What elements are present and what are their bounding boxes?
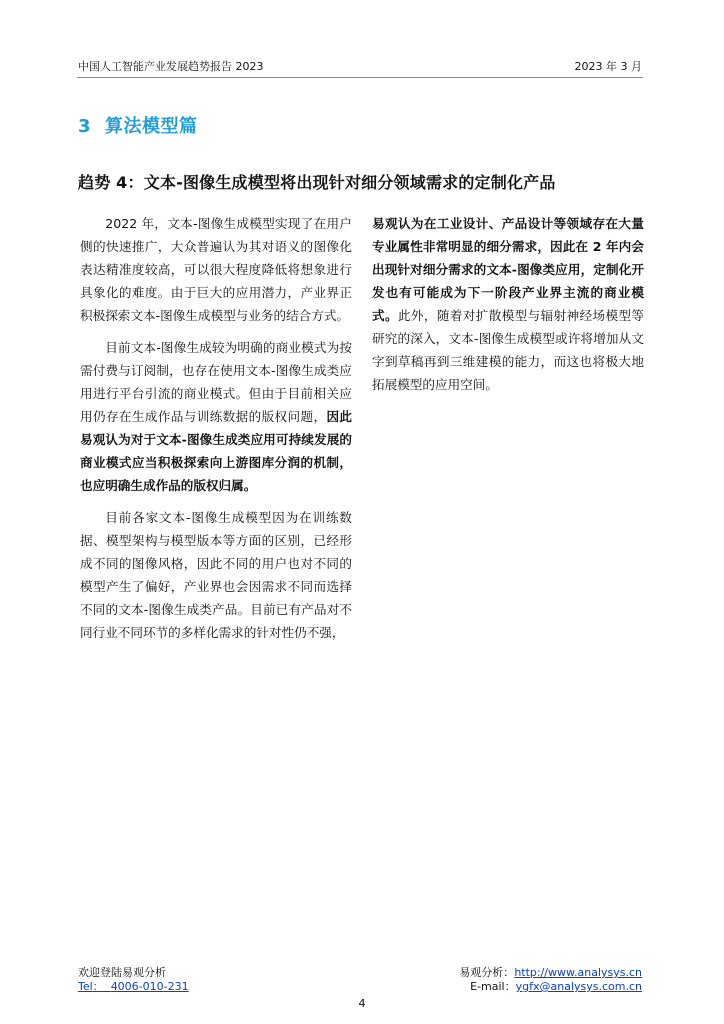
paragraph-2-emphasis: 因此易观认为对于文本-图像生成类应用可持续发展的商业模式应当积极探索向上游图库分润的机制，也应明确生成作品的版权归属。 <box>80 409 353 493</box>
site-link[interactable]: http://www.analysys.cn <box>514 966 642 979</box>
page-number: 4 <box>358 997 366 1010</box>
welcome-text: 欢迎登陆易观分析 <box>78 966 166 979</box>
email-line <box>459 980 642 994</box>
site-label: 易观分析： <box>459 966 515 979</box>
paragraph-2-text: 目前文本-图像生成较为明确的商业模式为按需付费与订阅制，也存在使用文本-图像生成类应用进行平台引流的商业模式。但由于目前相关应用仍存在生成作品与训练数据的版权问题， <box>80 340 352 424</box>
paragraph-2 <box>80 336 352 497</box>
page-header <box>78 60 642 74</box>
left-column <box>80 212 352 653</box>
header-divider <box>77 77 643 78</box>
section-heading <box>78 112 198 138</box>
paragraph-4-emphasis: 易观认为在工业设计、产品设计等领域存在大量专业属性非常明显的细分需求，因此在 2 年内会出现针对细分需求的文本-图像类应用，定制化开发也有可能成为下一阶段产业界主流的商业模式。 <box>372 216 644 323</box>
tel-value: 4006-010-231 <box>110 980 189 993</box>
section-title: 算法模型篇 <box>105 116 198 137</box>
email-label: E-mail： <box>470 980 516 993</box>
section-number: 3 <box>78 116 92 137</box>
right-column <box>372 212 644 405</box>
trend-heading: 趋势 4：文本-图像生成模型将出现针对细分领域需求的定制化产品 <box>78 173 556 192</box>
report-title: 中国人工智能产业发展趋势报告 2023 <box>78 60 264 73</box>
footer-right <box>459 966 642 994</box>
paragraph-4 <box>372 212 644 396</box>
email-link[interactable]: ygfx@analysys.com.cn <box>515 980 642 993</box>
tel-label: Tel： <box>78 980 104 993</box>
paragraph-4-text: 此外，随着对扩散模型与辐射神经场模型等研究的深入，文本-图像生成模型或许将增加从文字到草稿再到三维建模的能力，而这也将极大地拓展模型的应用空间。 <box>372 308 645 392</box>
paragraph-1: 2022 年，文本-图像生成模型实现了在用户侧的快速推广，大众普遍认为其对语义的图像化表达精准度较高，可以很大程度降低将想象进行具象化的难度。由于巨大的应用潜力，产业界正积极探索文本-图像生成模型与业务的结合方式。 <box>80 216 352 323</box>
site-line <box>459 966 642 980</box>
footer-left <box>78 966 189 994</box>
report-date: 2023 年 3 月 <box>574 60 642 73</box>
paragraph-3: 目前各家文本-图像生成模型因为在训练数据、模型架构与模型版本等方面的区别，已经形成不同的图像风格，因此不同的用户也对不同的模型产生了偏好，产业界也会因需求不同而选择不同的文本-图像生成类产品。目前已有产品对不同行业不同环节的多样化需求的针对性仍不强， <box>80 510 352 640</box>
tel-link[interactable] <box>78 980 189 994</box>
